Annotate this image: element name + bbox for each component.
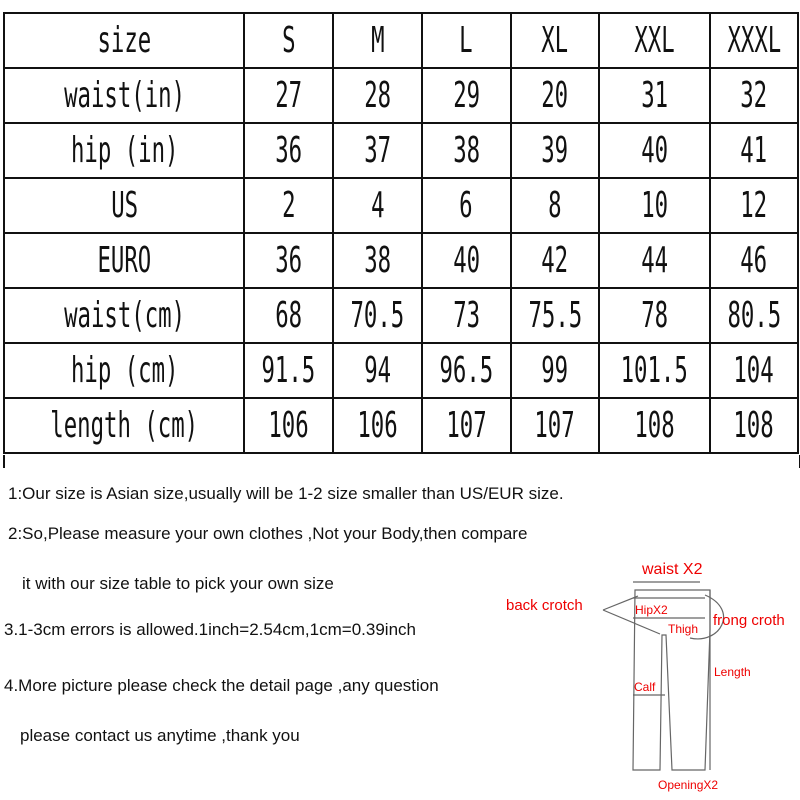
cell-text: 68 [275,295,303,336]
table-row [4,123,798,178]
cell-text: 70.5 [350,295,405,336]
note-4: 4.More picture please check the detail page ,any question [4,676,439,695]
cell-text: waist(in) [63,75,185,116]
note-1: 1:Our size is Asian size,usually will be 1-2 size smaller than US/EUR size. [8,484,564,503]
cell-text: hip (cm) [70,350,178,391]
cell-text: 20 [541,75,569,116]
hip-label: HipX2 [635,603,668,617]
cell-text: 36 [275,240,303,281]
table-cell [599,123,709,178]
cell-text: 80.5 [727,295,781,336]
table-cell [244,398,333,453]
cell-text: hip (in) [70,130,178,171]
cell-text: XXL [634,20,675,61]
table-cell [333,13,422,68]
table-cell [422,13,511,68]
table-cell [422,233,511,288]
table-cell [599,288,709,343]
cell-text: 29 [452,75,480,116]
table-cell [244,13,333,68]
cell-text: 91.5 [261,350,316,391]
cell-text: 107 [534,405,576,446]
row-label-cell [4,288,244,343]
cell-text: 28 [364,75,391,116]
table-cell [710,13,799,68]
row-label-cell [4,68,244,123]
note-2-cont: it with our size table to pick your own size [22,574,334,593]
cell-text: 8 [548,185,562,226]
row-label-cell [4,343,244,398]
cell-text: 38 [452,130,480,171]
cell-text: 27 [275,75,303,116]
table-cell [422,343,511,398]
cell-text: 32 [740,75,768,116]
table-row [4,398,798,453]
length-label: Length [714,665,751,679]
cell-text: 99 [541,350,569,391]
table-cell [244,343,333,398]
cell-text: 12 [740,185,768,226]
opening-label: OpeningX2 [658,778,719,792]
cell-text: 4 [370,185,385,226]
table-cell [710,123,799,178]
cell-text: 106 [357,405,398,446]
table-cell [710,288,799,343]
cell-text: 75.5 [528,295,582,336]
table-cell [422,178,511,233]
table-cell [422,123,511,178]
header-row [4,13,798,68]
cell-text: 37 [364,130,391,171]
cell-text: L [459,20,473,61]
table-row [4,343,798,398]
table-cell [333,233,422,288]
cell-text: 73 [452,295,480,336]
frong-croth-label: frong croth [713,612,785,629]
table-cell [244,288,333,343]
table-tail [3,455,800,468]
cell-text: 94 [364,350,391,391]
note-4-cont: please contact us anytime ,thank you [20,726,300,745]
note-2: 2:So,Please measure your own clothes ,Not your Body,then compare [8,524,528,543]
table-cell [511,398,600,453]
calf-label: Calf [634,680,656,694]
cell-text: 6 [459,185,473,226]
cell-text: 40 [452,240,480,281]
cell-text: 96.5 [439,350,494,391]
table-cell [333,288,422,343]
cell-text: 40 [640,130,668,171]
cell-text: 44 [640,240,668,281]
cell-text: S [282,20,296,61]
table-row [4,288,798,343]
row-label-cell [4,398,244,453]
row-label-cell [4,13,244,68]
table-cell [244,68,333,123]
table-cell [511,288,600,343]
table-cell [244,123,333,178]
cell-text: 36 [275,130,303,171]
cell-text: US [110,185,138,226]
table-cell [599,233,709,288]
cell-text: M [370,20,385,61]
cell-text: 106 [268,405,309,446]
table-cell [422,68,511,123]
cell-text: 104 [733,350,775,391]
row-label-cell [4,233,244,288]
table-cell [511,343,600,398]
table-cell [710,398,799,453]
table-cell [511,178,600,233]
table-cell [511,233,600,288]
cell-text: waist(cm) [63,295,185,336]
table-cell [511,13,600,68]
table-cell [333,398,422,453]
cell-text: 101.5 [620,350,689,391]
table-cell [511,68,600,123]
cell-text: 46 [740,240,768,281]
cell-text: 41 [740,130,768,171]
table-row [4,68,798,123]
cell-text: XXXL [727,20,781,61]
table-row [4,233,798,288]
table-cell [511,123,600,178]
table-cell [599,178,709,233]
cell-text: size [97,20,152,61]
cell-text: 31 [640,75,668,116]
table-cell [333,343,422,398]
table-cell [599,68,709,123]
table-cell [710,233,799,288]
cell-text: EURO [97,240,152,281]
cell-text: 2 [282,185,296,226]
cell-text: 39 [541,130,569,171]
size-table [3,12,799,454]
table-row [4,178,798,233]
pants-diagram [500,550,800,800]
row-label-cell [4,123,244,178]
cell-text: 108 [733,405,775,446]
table-cell [244,178,333,233]
row-label-cell [4,178,244,233]
cell-text: length (cm) [50,405,199,446]
cell-text: 107 [446,405,487,446]
table-cell [599,343,709,398]
waist-label: waist X2 [642,561,703,578]
cell-text: 38 [364,240,391,281]
cell-text: 108 [634,405,675,446]
table-cell [422,398,511,453]
table-cell [244,233,333,288]
table-cell [710,68,799,123]
thigh-label: Thigh [668,622,699,636]
table-cell [333,123,422,178]
table-cell [333,178,422,233]
table-cell [599,398,709,453]
table-cell [599,13,709,68]
back-crotch-label: back crotch [506,597,583,614]
note-3: 3.1-3cm errors is allowed.1inch=2.54cm,1cm=0.39inch [4,620,416,639]
table-cell [333,68,422,123]
cell-text: 10 [640,185,668,226]
cell-text: 78 [640,295,668,336]
table-cell [710,178,799,233]
table-cell [710,343,799,398]
table-cell [422,288,511,343]
cell-text: 42 [541,240,569,281]
cell-text: XL [541,20,569,61]
